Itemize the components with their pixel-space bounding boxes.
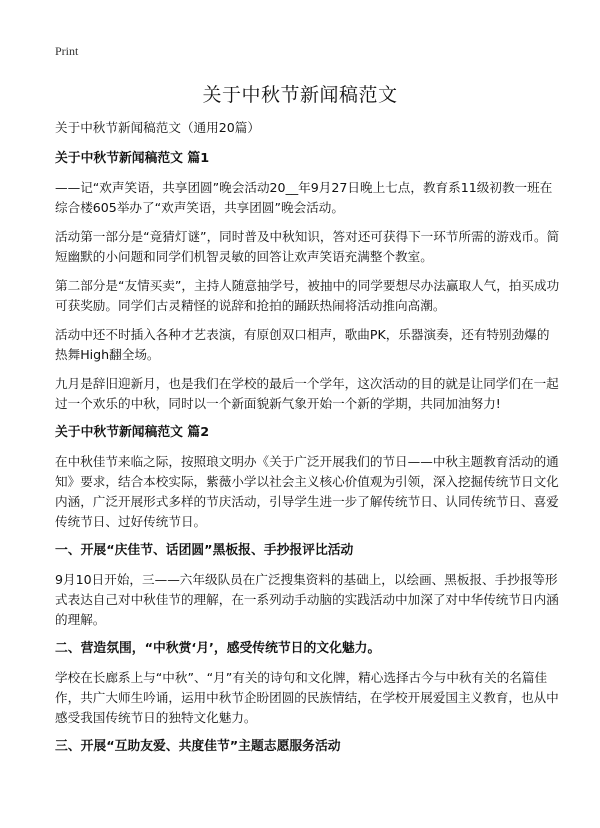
paragraph: 在中秋佳节来临之际，按照琅文明办《关于广泛开展我们的节日——中秋主题教育活动的通知》要求，结合本校实际，紫薇小学以社会主义核心价值观为引领，深入挖掘传统节日文化内涵，广泛开展形式多样的节庆活动，引导学生进一步了解传统节日、认同传统节日、喜爱传统节日、过好传统节日。 — [55, 454, 559, 529]
section-heading: 三、开展“互助友爱、共度佳节”主题志愿服务活动 — [55, 739, 341, 754]
document-body — [55, 118, 560, 766]
paragraph: 学校在长廊系上与“中秋”、“月”有关的诗句和文化牌，精心选择古今与中秋有关的名篇佳作，共广大师生吟诵，运用中秋节企盼团圆的民族情结，在学校开展爱国主义教育，也从中感受我国传统节日的独特文化魅力。 — [55, 670, 559, 725]
print-link[interactable]: Print — [55, 44, 79, 58]
paragraph: 九月是辞旧迎新月，也是我们在学校的最后一个学年，这次活动的目的就是让同学们在一起过一个欢乐的中秋，同时以一个新面貌新气象开始一个新的学期，共同加油努力! — [55, 376, 559, 411]
page-title: 关于中秋节新闻稿范文 — [202, 84, 398, 106]
paragraph: 9月10日开始，三——六年级队员在广泛搜集资料的基础上，以绘画、黑板报、手抄报等形式表达自己对中秋佳节的理解，在一系列动手动脑的实践活动中加深了对中华传统节日内涵的理解。 — [55, 572, 559, 627]
section-heading: 关于中秋节新闻稿范文 篇1 — [55, 151, 210, 166]
document-subtitle: 关于中秋节新闻稿范文（通用20篇） — [55, 120, 260, 135]
paragraph: 第二部分是“友情买卖”，主持人随意抽学号，被抽中的同学要想尽办法赢取人气，拍买成功可获奖励。同学们古灵精怪的说辞和抢拍的踊跃热闹将活动推向高潮。 — [55, 278, 560, 313]
section-heading: 一、开展“庆佳节、话团圆”黑板报、手抄报评比活动 — [55, 543, 354, 558]
section-heading: 二、营造氛围，“中秋赏‘月’，感受传统节日的文化魅力。 — [55, 641, 381, 656]
paragraph: 活动中还不时插入各种才艺表演，有原创双口相声，歌曲PK，乐器演奏，还有特别劲爆的热舞High翻全场。 — [55, 327, 550, 362]
paragraph: 活动第一部分是“竟猜灯谜”，同时普及中秋知识，答对还可获得下一环节所需的游戏币。简短幽默的小问题和同学们机智灵敏的回答让欢声笑语充满整个教室。 — [55, 229, 560, 264]
section-heading: 关于中秋节新闻稿范文 篇2 — [55, 425, 210, 440]
paragraph: ——记“欢声笑语，共享团圆”晚会活动20__年9月27日晚上七点，教育系11级初教一班在综合楼605举办了“欢声笑语，共享团圆”晚会活动。 — [55, 180, 553, 215]
